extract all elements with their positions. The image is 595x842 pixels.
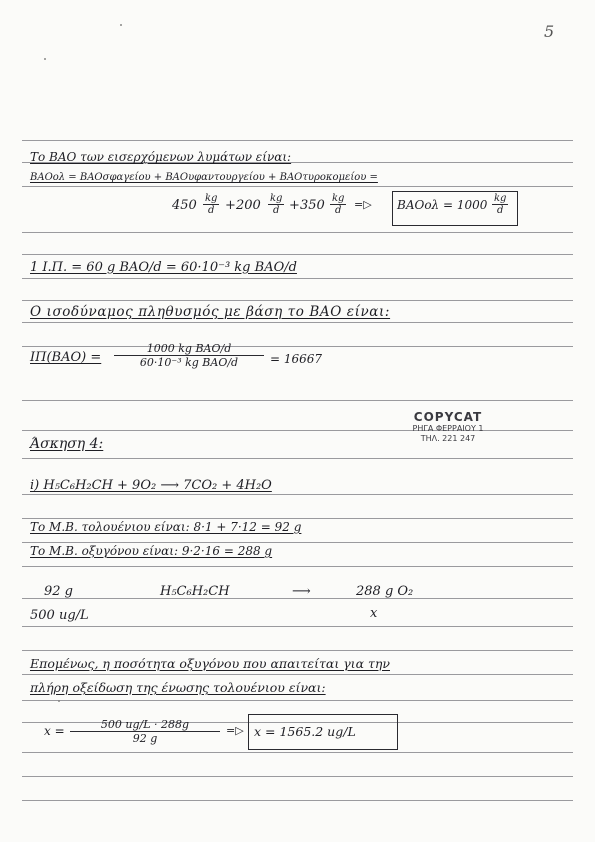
calc-result: x = 1565.2 ug/L bbox=[254, 724, 356, 739]
ruled-line bbox=[22, 254, 573, 255]
calc-fraction-den: 92 g bbox=[132, 732, 158, 745]
stamp-name: COPYCAT bbox=[413, 410, 483, 424]
page-number: 5 bbox=[544, 22, 555, 41]
plus-sign: + bbox=[225, 198, 236, 213]
calc-arrow: =▷ bbox=[226, 724, 244, 737]
bao-term1-unit-num: kg bbox=[205, 193, 218, 204]
ruled-line bbox=[22, 800, 573, 801]
calc-lhs: x = bbox=[44, 724, 65, 738]
ratio-compound: H₅C₆H₂CH bbox=[160, 584, 230, 599]
bao-heading: Το ΒΑΟ των εισερχόμενων λυμάτων είναι: bbox=[30, 150, 292, 164]
bao-term2-unit bbox=[268, 193, 284, 216]
bao-term2-unit-den: d bbox=[273, 205, 280, 216]
pe-fraction-num: 1000 kg ΒΑΟ/d bbox=[114, 342, 264, 356]
calc-fraction bbox=[70, 718, 220, 745]
ruled-line bbox=[22, 346, 573, 347]
ratio-right-top: 288 g O₂ bbox=[356, 584, 414, 599]
pe-result: = 16667 bbox=[270, 352, 323, 366]
speck bbox=[120, 24, 122, 26]
ratio-right-bottom: x bbox=[370, 606, 378, 621]
ruled-line bbox=[22, 458, 573, 459]
bao-term1-value: 450 bbox=[172, 198, 197, 213]
calc-fraction-num: 500 ug/L · 288g bbox=[70, 718, 220, 732]
bao-term2-unit-num: kg bbox=[270, 193, 283, 204]
exercise-title: Άσκηση 4: bbox=[30, 436, 104, 452]
ruled-line bbox=[22, 322, 573, 323]
bao-term1-unit-den: d bbox=[208, 205, 215, 216]
ruled-line bbox=[22, 140, 573, 141]
ruled-line bbox=[22, 518, 573, 519]
ruled-line bbox=[22, 650, 573, 651]
ruled-line bbox=[22, 566, 573, 567]
bao-term3-unit-num: kg bbox=[332, 193, 345, 204]
bao-result-unit-num: kg bbox=[494, 193, 507, 204]
ruled-line bbox=[22, 232, 573, 233]
ruled-line bbox=[22, 300, 573, 301]
ruled-line bbox=[22, 700, 573, 701]
pe-lhs: ΙΠ(ΒΑΟ) = bbox=[30, 350, 102, 365]
conclusion-line-2: πλήρη οξείδωση της ένωσης τολουένιου είναι: bbox=[30, 680, 326, 695]
ruled-line bbox=[22, 752, 573, 753]
bao-result-lhs: ΒΑΟολ = 1000 bbox=[397, 198, 488, 212]
bao-result-unit bbox=[492, 193, 508, 216]
implies-arrow: =▷ bbox=[354, 198, 372, 211]
ruled-line bbox=[22, 278, 573, 279]
pe-fraction bbox=[114, 342, 264, 369]
bao-term1-unit bbox=[203, 193, 219, 216]
bao-term3-unit bbox=[330, 193, 346, 216]
mw-toluene: Το Μ.Β. τολουένιου είναι: 8·1 + 7·12 = 92 g bbox=[30, 520, 302, 534]
plus-sign: + bbox=[289, 198, 300, 213]
bao-result-unit-den: d bbox=[497, 205, 504, 216]
speck bbox=[58, 700, 60, 702]
conclusion-line-1: Επομένως, η ποσότητα οξυγόνου που απαιτείται για την bbox=[30, 656, 390, 671]
copycat-stamp bbox=[378, 410, 518, 444]
pe-statement: Ο ισοδύναμος πληθυσμός με βάση το ΒΑΟ είναι: bbox=[30, 304, 391, 320]
ratio-left-top: 92 g bbox=[44, 584, 73, 599]
ruled-line bbox=[22, 542, 573, 543]
ruled-line bbox=[22, 776, 573, 777]
pe-definition: 1 Ι.Π. = 60 g ΒΑΟ/d = 60·10⁻³ kg ΒΑΟ/d bbox=[30, 260, 297, 275]
ruled-line bbox=[22, 494, 573, 495]
bao-term2-value: 200 bbox=[236, 198, 261, 213]
ruled-line bbox=[22, 626, 573, 627]
bao-term3-unit-den: d bbox=[335, 205, 342, 216]
bao-definition: ΒΑΟολ = ΒΑΟσφαγείου + ΒΑΟυφαντουργείου + ΒΑΟτυροκομείου = bbox=[30, 172, 378, 183]
reaction-equation: i) H₅C₆H₂CH + 9O₂ ⟶ 7CO₂ + 4H₂O bbox=[30, 478, 272, 493]
ratio-arrow: ⟶ bbox=[292, 584, 311, 599]
ruled-line bbox=[22, 400, 573, 401]
stamp-phone: ΤΗΛ. 221 247 bbox=[420, 434, 476, 443]
stamp-address: ΡΗΓΑ ΦΕΡΡΑΙΟΥ 1 bbox=[412, 424, 484, 433]
ruled-line bbox=[22, 674, 573, 675]
bao-term3-value: 350 bbox=[300, 198, 325, 213]
mw-oxygen: Το Μ.Β. οξυγόνου είναι: 9·2·16 = 288 g bbox=[30, 544, 273, 558]
ratio-left-bottom: 500 ug/L bbox=[30, 608, 89, 623]
speck bbox=[44, 58, 46, 60]
pe-fraction-den: 60·10⁻³ kg ΒΑΟ/d bbox=[139, 356, 239, 369]
ruled-line bbox=[22, 186, 573, 187]
